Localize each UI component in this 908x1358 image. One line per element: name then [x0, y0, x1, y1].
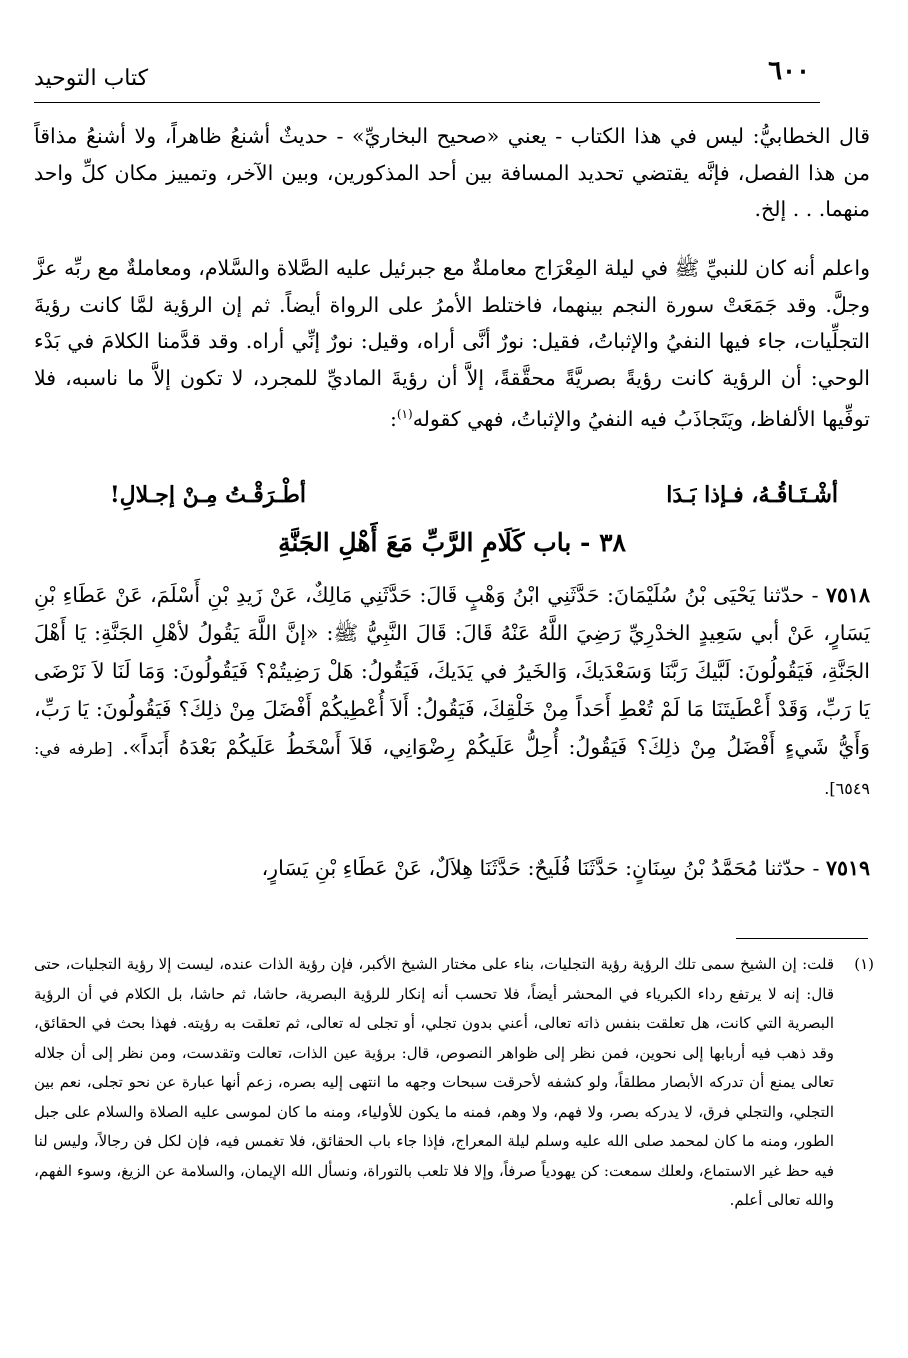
hadith-number: ٧٥١٩: [825, 856, 870, 880]
hadith-number: ٧٥١٨: [825, 583, 870, 607]
footnote-marker: (١): [854, 955, 874, 973]
paragraph-miraj: [34, 250, 870, 437]
paragraph-text: قال الخطابيُّ: ليس في هذا الكتاب - يعني «صحيح البخاريِّ» - حديثٌ أشنعُ ظاهراً، ولا أشنعُ مذاقاً من هذا الفصل، فإنَّه يقتضي تحديد المسافة بين أحد المذكورين، وبين الآخر، وتمييز مكان كلِّ واحد منهما. . . إلخ.: [34, 124, 870, 221]
paragraph-text: واعلم أنه كان للنبيِّ ﷺ في ليلة المِعْرَاج معاملةٌ مع جبرئيل عليه الصَّلاة والسَّلام، ومعاملةٌ مع ربِّه عزَّ وجلَّ. وقد جَمَعَتْ سورة النجم بينهما، فاختلط الأمرُ على الرواة أيضاً. ثم إن الرؤية لمَّا كانت رؤيةَ التجلِّيات، جاء فيها النفيُ والإثباتُ، فقيل: نورٌ أنَّى أراه، وقيل: نورٌ إنِّي أراه. وقد قدَّمنا الكلامَ في بَدْء الوحي: أن الرؤية كانت رؤيةً بصريَّةً محقَّقةً، إلاَّ أن رؤيةَ الماديِّ للمجرد، لا تكون إلاَّ ما ناسبه، فلا توفِّيها الألفاظ، ويَتَجاذَبُ فيه النفيُ والإثباتُ، فهي كقوله$^{(١)}$:: [34, 256, 870, 431]
verse-second-hemistich: أطْـرَقْـتُ مِـنْ إجـلالِ!: [110, 482, 306, 508]
footnote-text: قلت: إن الشيخ سمى تلك الرؤية رؤية التجليات، بناء على مختار الشيخ الأكبر، فإن رؤية الذات عنده، ليست إلا رؤية التجليات، حتى قال: إنه لا يرتفع رداء الكبرياء في المحشر أيضاً، فلا تحسب أنه إنكار للرؤية البصرية، حاشا، ثم حاشا، بل الكلام في أن الرؤية البصرية التي كانت، هل تعلقت بنفس ذاته تعالى، أعني بدون تجلي، أو تجلى له تعالى، ثم تعلقت به رؤيته. فهذا بحث في الحقائق، وقد ذهب فيه أربابها إلى نحوين، فمن نظر إلى ظواهر النصوص، قال: برؤية عين الذات، تعالت وتقدست، ومن نظر إلى أن جلاله تعالى يمنع أن تدركه الأبصار مطلقاً، ولو كشفه لأحرقت سبحات وجهه ما انتهى إليه بصره، زعم أنها عبارة عن نحو تجلى، نعم بين التجلي، والتجلي فرق، لا يدركه بصر، ولا فهم، ولا وهم، فمنه ما يكون للأولياء، ومنه ما كان لموسى عليه الصلاة والسلام على جبل الطور، ومنه ما كان لمحمد صلى الله عليه وسلم ليلة المعراج، فإذا جاء باب الحقائق، فلا تغمس فيه، فإن لكل فن رجالاً، وليس لنا فيه حظ غير الاستماع، ولعلك سمعت: كن يهودياً صرفاً، وإلا فلا تلعب بالتوراة، ونسأل الله الإيمان، والسلامة عن الزيغ، وسوء الفهم، والله تعالى أعلم.: [34, 955, 834, 1209]
footnotes: [34, 950, 874, 1216]
chapter-heading: ٣٨ - باب كَلَامِ الرَّبِّ مَعَ أَهْلِ الجَنَّةِ: [278, 528, 626, 557]
paragraph-text-body: واعلم أنه كان للنبيِّ ﷺ في ليلة المِعْرَاج معاملةٌ مع جبرئيل عليه الصَّلاة والسَّلام، ومعاملةٌ مع ربِّه عزَّ وجلَّ. وقد جَمَعَتْ سورة النجم بينهما، فاختلط الأمرُ على الرواة أيضاً. ثم إن الرؤية لمَّا كانت رؤيةَ التجلِّيات، جاء فيها النفيُ والإثباتُ، فقيل: نورٌ أنَّى أراه، وقيل: نورٌ إنِّي أراه. وقد قدَّمنا الكلامَ في بَدْء الوحي: أن الرؤية كانت رؤيةً بصريَّةً محقَّقةً، إلاَّ أن رؤيةَ الماديِّ للمجرد، لا تكون إلاَّ ما ناسبه، فلا توفِّيها الألفاظ، ويَتَجاذَبُ فيه النفيُ والإثباتُ، فهي كقوله: [34, 256, 870, 431]
paragraph-khattabi: [34, 118, 870, 228]
page-number: ٦٠٠: [768, 56, 810, 86]
hadith-body: - حدّثنا مُحَمَّدُ بْنُ سِنَانٍ: حَدَّثَنَا فُلَيحٌ: حَدَّثَنَا هِلاَلٌ، عَنْ عَطَاءِ بْنِ يَسَارٍ،: [261, 856, 820, 880]
hadith-cross-reference: [طرفه في: ٦٥٤٩].: [34, 739, 870, 798]
hadith-body: - حدّثنا يَحْيَى بْنُ سُلَيْمَانَ: حَدَّثَنِي ابْنُ وَهْبٍ قَالَ: حَدَّثَنِي مَالِكٌ، عَنْ زَيدِ بْنِ أَسْلَمَ، عَنْ عَطَاءِ بْنِ يَسَارٍ، عَنْ أبي سَعِيدٍ الخدْرِيِّ رَضِيَ اللَّهُ عَنْهُ قَالَ: قَالَ النَّبِيُّ ﷺ: «إنَّ اللَّهَ يَقُولُ لأهْلِ الجَنَّةِ: يَا أَهْلَ الجَنَّةِ، فَيَقُولُونَ: لَبَّيكَ رَبَّنَا وَسَعْدَيكَ، وَالخَيرُ في يَدَيكَ، فَيَقُولُ: هَلْ رَضِيتُمْ؟ فَيَقُولُونَ: وَمَا لَنَا لاَ نَرْضَى يَا رَبِّ، وَقَدْ أَعْطَيتَنَا مَا لَمْ تُعْطِ أَحَداً مِنْ خَلْقِكَ، فَيَقُولُ: أَلاَ أُعْطِيكُمْ أَفْضَلَ مِنْ ذلِكَ؟ فَيَقُولُونَ: يَا رَبِّ، وَأَيُّ شَيءٍ أَفْضَلُ مِنْ ذلِكَ؟ فَيَقُولُ: أُحِلُّ عَلَيكُمْ رِضْوَانِي، فَلاَ أَسْخَطُ عَلَيكُمْ بَعْدَهُ أَبَداً».: [34, 583, 870, 759]
poetry-verse: [110, 482, 838, 508]
verse-first-hemistich: أشْـتَـاقُـهُ، فـإذا بَـدَا: [666, 482, 838, 508]
running-title: كتاب التوحيد: [34, 66, 149, 91]
hadith-text: [34, 576, 870, 808]
footnote-item: [34, 950, 874, 1216]
hadith-7518: [34, 576, 870, 808]
page-header: [34, 52, 820, 103]
footnote-divider: [736, 938, 868, 939]
footnote-reference[interactable]: (١): [396, 407, 413, 421]
hadith-7519: [34, 850, 870, 887]
hadith-text: [34, 850, 870, 887]
